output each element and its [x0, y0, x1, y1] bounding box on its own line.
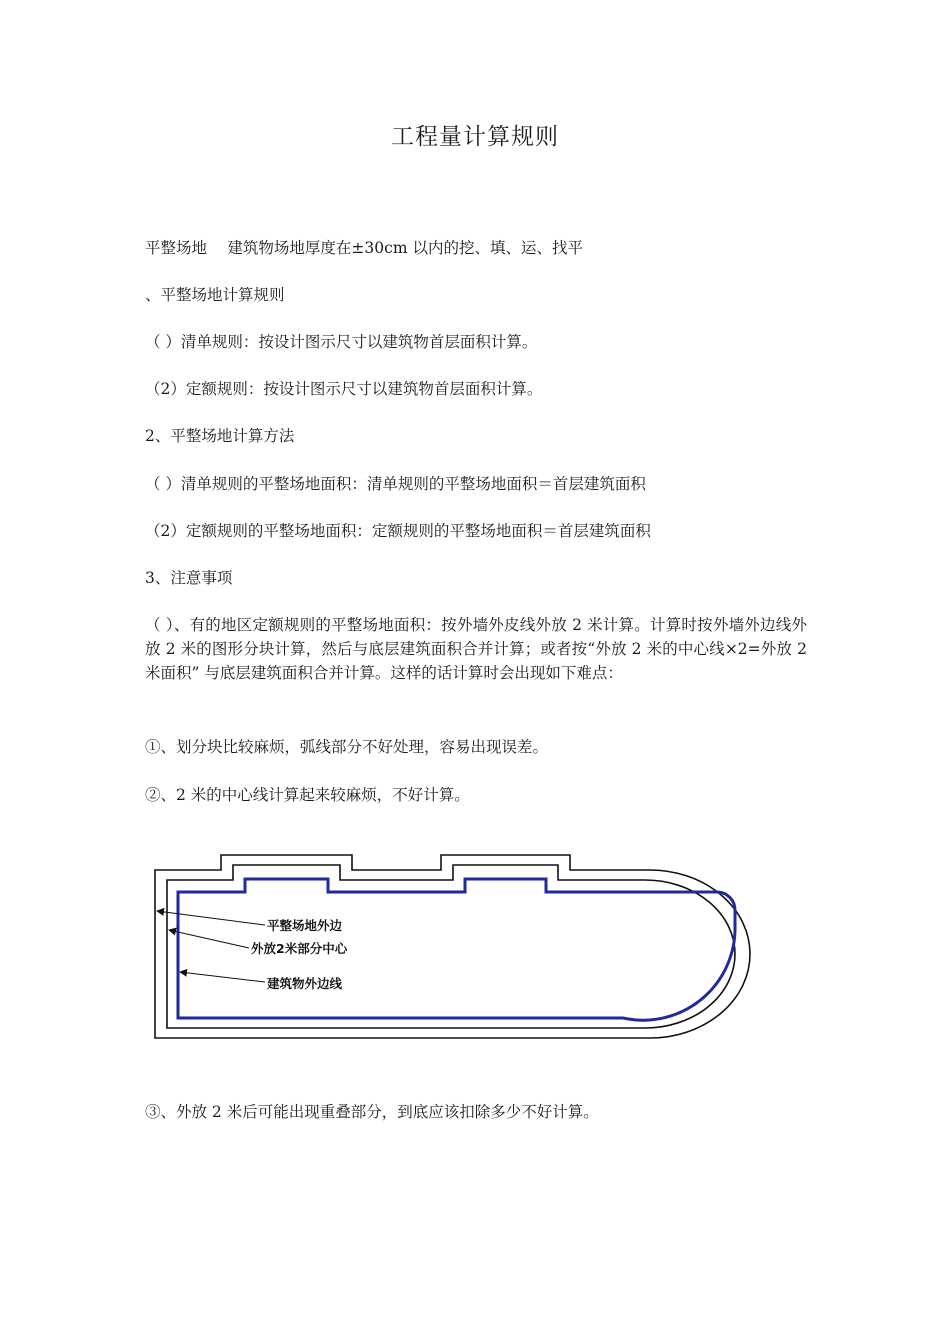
section-1-heading: 、平整场地计算规则: [145, 286, 285, 304]
label-building: 建筑物外边线: [267, 976, 343, 991]
section-2-item-2: （2）定额规则的平整场地面积：定额规则的平整场地面积＝首层建筑面积: [145, 522, 651, 540]
leader-building: [180, 972, 265, 982]
section-2-heading: 2、平整场地计算方法: [145, 427, 295, 445]
difficulty-3: ③、外放 2 米后可能出现重叠部分，到底应该扣除多少不好计算。: [145, 1103, 599, 1121]
label-outer: 平整场地外边: [267, 918, 343, 933]
section-3-heading: 3、注意事项: [145, 569, 233, 587]
intro-line: 平整场地 建筑物场地厚度在±30cm 以内的挖、填、运、找平: [145, 239, 583, 257]
section-1-item-2: （2）定额规则：按设计图示尺寸以建筑物首层面积计算。: [145, 380, 543, 398]
site-leveling-diagram: [145, 848, 765, 1048]
label-center: 外放2米部分中心: [251, 941, 348, 956]
difficulty-2: ②、2 米的中心线计算起来较麻烦，不好计算。: [145, 786, 470, 804]
leader-center: [169, 930, 249, 948]
difficulty-1: ①、划分块比较麻烦，弧线部分不好处理，容易出现误差。: [145, 738, 549, 756]
section-1-item-1: （ ）清单规则：按设计图示尺寸以建筑物首层面积计算。: [145, 333, 538, 351]
section-3-paragraph: （ ）、有的地区定额规则的平整场地面积：按外墙外皮线外放 2 米计算。计算时按外墙外边线外放 2 米的图形分块计算，然后与底层建筑面积合并计算；或者按“外放 2 米的中心线×2=外放 2 米面积” 与底层建筑面积合并计算。这样的话计算时会出现如下难点：: [145, 616, 807, 682]
page-title: 工程量计算规则: [391, 124, 559, 150]
section-2-item-1: （ ）清单规则的平整场地面积：清单规则的平整场地面积＝首层建筑面积: [145, 475, 646, 493]
leader-outer: [157, 911, 265, 925]
